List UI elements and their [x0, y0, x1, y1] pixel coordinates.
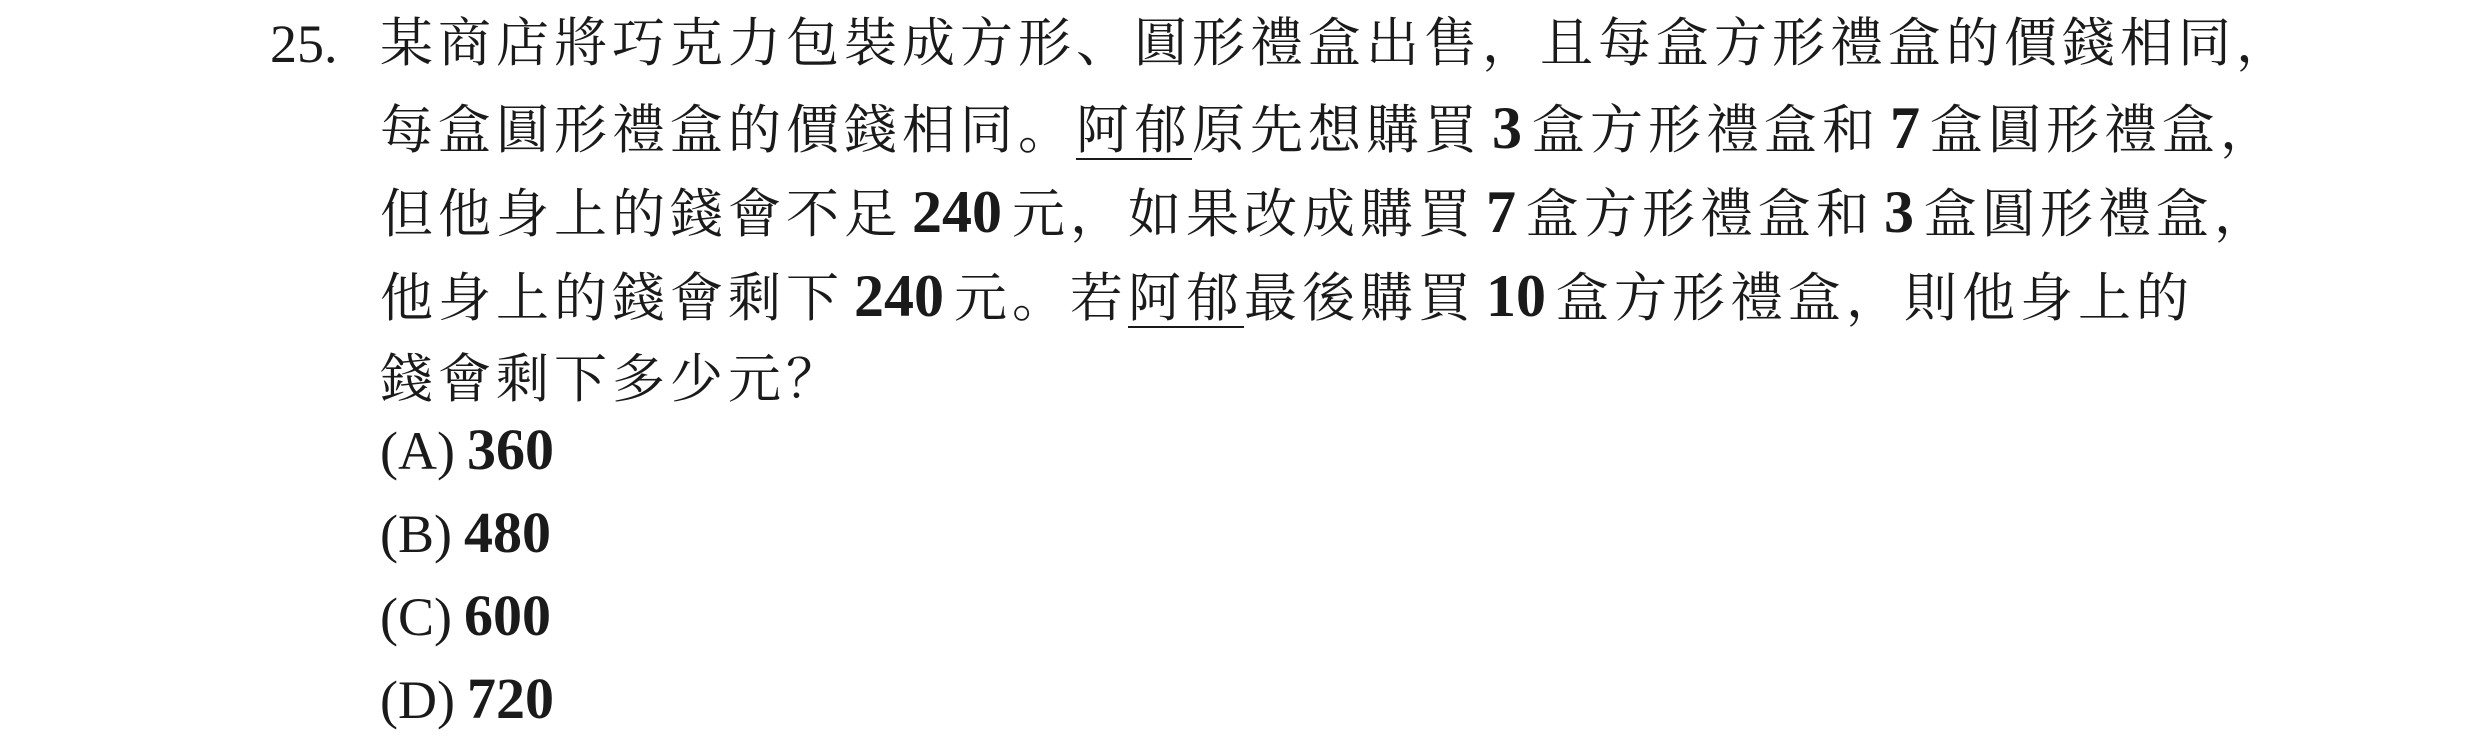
option-label: (C) — [380, 587, 452, 647]
stem-text: 原先想購買 — [1192, 100, 1482, 161]
question-block — [270, 0, 2294, 737]
stem-text: 最後購買 — [1244, 268, 1476, 329]
stem-line-5 — [380, 338, 2270, 422]
stem-line-1 — [380, 2, 2294, 86]
option-value: 600 — [463, 583, 551, 648]
option-c[interactable] — [380, 574, 554, 657]
option-value: 360 — [466, 417, 554, 482]
stem-line-2 — [380, 86, 2278, 170]
number: 3 — [1492, 95, 1522, 161]
person-name: 阿郁 — [1128, 268, 1244, 329]
number: 240 — [912, 179, 1002, 245]
stem-text: 盒方形禮盒，則他身上的 — [1556, 268, 2194, 329]
stem-text: 元，如果改成購買 — [1012, 184, 1476, 245]
option-value: 720 — [466, 666, 554, 731]
stem-text: 盒方形禮盒和 — [1532, 100, 1880, 161]
option-label: (D) — [380, 670, 455, 730]
number: 7 — [1486, 179, 1516, 245]
stem-text: 盒圓形禮盒， — [1924, 184, 2272, 245]
number: 3 — [1884, 179, 1914, 245]
option-label: (B) — [380, 504, 452, 564]
question-number: 25. — [270, 14, 338, 74]
option-a[interactable] — [380, 408, 554, 491]
stem-line-3 — [380, 170, 2270, 254]
answer-options — [380, 408, 554, 740]
stem-text: 每盒圓形禮盒的價錢相同。 — [380, 100, 1076, 161]
number: 7 — [1890, 95, 1920, 161]
person-name: 阿郁 — [1076, 100, 1192, 161]
number: 10 — [1486, 263, 1546, 329]
stem-text: 元。若 — [954, 268, 1128, 329]
option-b[interactable] — [380, 491, 554, 574]
option-d[interactable] — [380, 657, 554, 740]
stem-text: 錢會剩下多少元？ — [380, 349, 844, 410]
option-label: (A) — [380, 421, 455, 481]
stem-text: 但他身上的錢會不足 — [380, 184, 902, 245]
stem-text: 盒方形禮盒和 — [1526, 184, 1874, 245]
stem-text: 他身上的錢會剩下 — [380, 268, 844, 329]
stem-line-4 — [380, 254, 2270, 338]
number: 240 — [854, 263, 944, 329]
option-value: 480 — [463, 500, 551, 565]
question-stem — [380, 2, 2294, 422]
stem-text: 盒圓形禮盒， — [1930, 100, 2278, 161]
stem-text: 某商店將巧克力包裝成方形、圓形禮盒出售，且每盒方形禮盒的價錢相同， — [380, 13, 2294, 74]
